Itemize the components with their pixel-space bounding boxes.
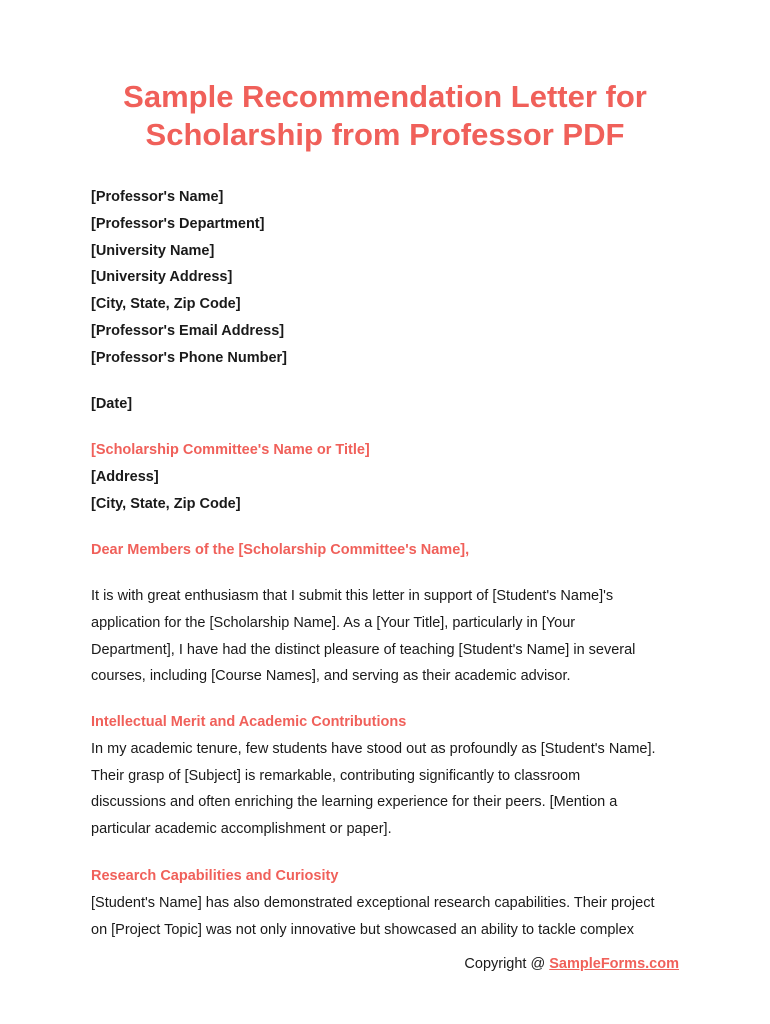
recipient-address: [Address] (91, 468, 159, 485)
intro-line-1: It is with great enthusiasm that I submit this letter in support of [Student's Name]'s (91, 588, 614, 604)
intro-line-3: Department], I have had the distinct pleasure of teaching [Student's Name] in several (91, 641, 636, 658)
title-line-2: Scholarship from Professor PDF (145, 117, 625, 152)
section-heading: Intellectual Merit and Academic Contributions (91, 714, 407, 730)
sender-university-address: [University Address] (91, 269, 233, 286)
sender-professor-department: [Professor's Department] (91, 215, 265, 232)
intro-line-2: application for the [Scholarship Name]. As a [Your Title], particularly in [Your (91, 614, 576, 631)
section1-line-1: In my academic tenure, few students have stood out as profoundly as [Student's Name]. (91, 740, 656, 757)
section-heading: Research Capabilities and Curiosity (91, 868, 339, 884)
section-intellectual-merit (91, 709, 691, 843)
section1-line-3: discussions and often enriching the learning experience for their peers. [Mention a (91, 794, 618, 811)
recipient-city-state-zip: [City, State, Zip Code] (91, 495, 241, 512)
salutation: Dear Members of the [Scholarship Committee's Name], (91, 542, 470, 558)
section1-line-2: Their grasp of [Subject] is remarkable, contributing significantly to classroom (91, 767, 581, 784)
sender-professor-name: [Professor's Name] (91, 189, 224, 205)
date-block (91, 391, 691, 418)
section2-line-2: on [Project Topic] was not only innovative but showcased an ability to tackle complex (91, 921, 634, 938)
copyright-prefix: Copyright @ (464, 956, 550, 972)
sender-city-state-zip: [City, State, Zip Code] (91, 296, 241, 313)
document-title (60, 78, 710, 154)
salutation-block (91, 537, 691, 564)
sampleforms-link[interactable]: SampleForms.com (549, 956, 679, 972)
intro-paragraph (91, 583, 691, 690)
title-line-1: Sample Recommendation Letter for (123, 79, 647, 114)
copyright-footer (464, 956, 679, 972)
sender-university-name: [University Name] (91, 242, 215, 259)
sender-phone: [Professor's Phone Number] (91, 349, 288, 366)
recipient-block (91, 437, 691, 517)
sender-email: [Professor's Email Address] (91, 322, 285, 339)
sender-block (91, 184, 691, 372)
recipient-name: [Scholarship Committee's Name or Title] (91, 442, 370, 458)
section-research-capabilities (91, 863, 691, 943)
section2-line-1: [Student's Name] has also demonstrated exceptional research capabilities. Their project (91, 894, 655, 911)
intro-line-4: courses, including [Course Names], and serving as their academic advisor. (91, 668, 571, 685)
section1-line-4: particular academic accomplishment or paper]. (91, 821, 392, 838)
letter-date: [Date] (91, 396, 133, 412)
